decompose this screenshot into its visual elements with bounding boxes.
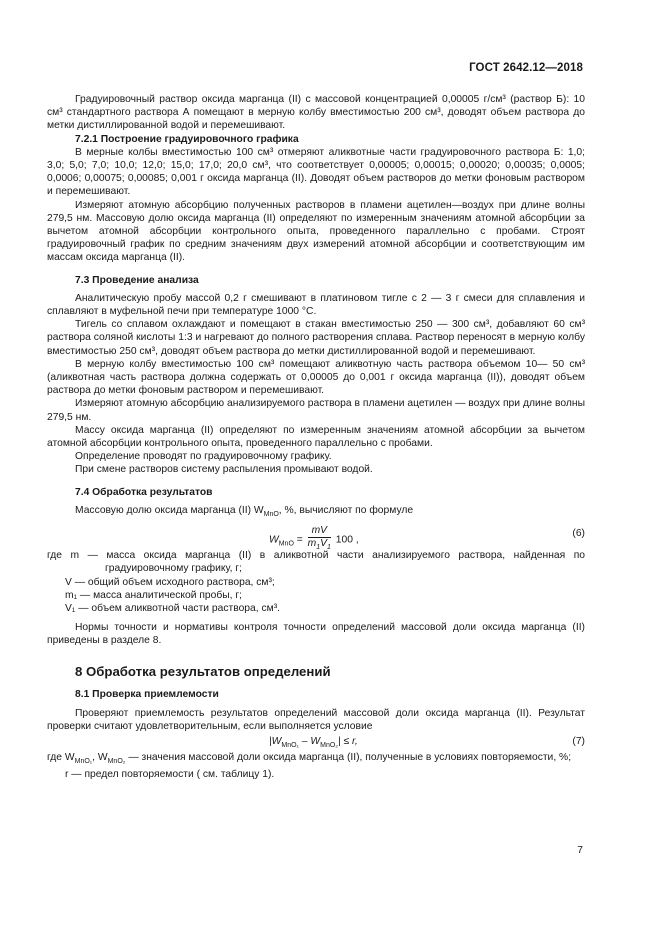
- definition: V — общий объем исходного раствора, см³;: [65, 576, 275, 588]
- formula-6: $W_{MnO}$ = $\frac{mV}{m_1V_1}$ 100 , (6): [47, 521, 585, 549]
- subsection-heading-7-4: 7.4 Обработка результатов: [75, 486, 213, 498]
- definition: где m — масса оксида марганца (II) в аликвотной части анализируемого раствора, найденная по градуировочному графику, г;: [47, 550, 585, 575]
- paragraph: При смене растворов систему распыления промывают водой.: [75, 464, 373, 476]
- definition: r — предел повторяемости ( см. таблицу 1).: [65, 769, 275, 781]
- definition: V₁ — объем аликвотной части раствора, см³.: [65, 602, 280, 614]
- formula-number: (7): [572, 736, 585, 748]
- paragraph: Нормы точности и нормативы контроля точности определений массовой доли оксида марганца (II) приведены в разделе 8.: [47, 622, 585, 647]
- paragraph: В мерные колбы вместимостью 100 см³ отмеряют аликвотные части градуировочного раствора Б: 1,0; 3,0; 5,0; 7,0; 10,0; 12,0; 15,0; 17,0; 20,0 см³, что соответствует 0,00005; 0,00015; 0,00020; 0,00035; 0,0005; 0,0006; 0,00075; 0,00085; 0,001 г оксида марганца (II). Доводят объем растворов до метки фоновым раствором и перемешивают.: [47, 146, 585, 198]
- paragraph: Измеряют атомную абсорбцию анализируемого раствора в пламени ацетилен — воздух при длине волны 279,5 нм.: [47, 398, 585, 423]
- subsection-heading-7-2-1: 7.2.1 Построение градуировочного графика: [75, 133, 299, 145]
- paragraph: Измеряют атомную абсорбцию полученных растворов в пламени ацетилен—воздух при длине волны 279,5 нм. Массовую долю оксида марганца (II) определяют по измеренным значениям атомной абсорбции за вычетом атомной абсорбции контрольного опыта, проведенного параллельно с пробами. Строят градуировочный график по средним значениям двух измерений атомной абсорбции и соответствующим им массам оксида марганца (II).: [47, 199, 585, 264]
- document-code: ГОСТ 2642.12—2018: [469, 62, 583, 74]
- paragraph: Определение проводят по градуировочному графику.: [75, 451, 332, 463]
- paragraph: Градуировочный раствор оксида марганца (II) с массовой концентрацией 0,00005 г/см³ (раствор Б): 10 см³ стандартного раствора А помещают в мерную колбу вместимостью 200 см³, доводят объем раствора до метки дистиллированной водой и перемешивают.: [47, 94, 585, 132]
- paragraph: Тигель со сплавом охлаждают и помещают в стакан вместимостью 250 — 300 см³, добавляют 60 см³ раствора соляной кислоты 1:3 и нагревают до полного растворения сплава. Раствор переносят в мерную колбу вместимостью 250 см³, доводят объем раствора до метки дистиллированной водой и перемешивают.: [47, 319, 585, 357]
- formula-number: (6): [572, 528, 585, 540]
- paragraph: В мерную колбу вместимостью 100 см³ помещают аликвотную часть раствора объемом 10— 50 см³ (аликвотная часть раствора должна содержать от 0,00005 до 0,001 г оксида марганца (II)), доводят объем раствора до метки фоновым раствором и перемешивают.: [47, 358, 585, 397]
- subsection-heading-8-1: 8.1 Проверка приемлемости: [75, 688, 219, 700]
- subsection-heading-7-3: 7.3 Проведение анализа: [75, 274, 199, 286]
- page-number: 7: [577, 845, 583, 856]
- paragraph: Аналитическую пробу массой 0,2 г смешивают в платиновом тигле с 2 — 3 г смеси для сплавления и сплавляют в муфельной печи при температуре 1000 °С.: [47, 292, 585, 318]
- paragraph: Проверяют приемлемость результатов определений массовой доли оксида марганца (II). Результат проверки считают удовлетворительным, если выполняется условие: [47, 707, 585, 732]
- document-body: [47, 93, 585, 782]
- fraction: $\frac{mV}{m_1V_1}$: [307, 525, 331, 552]
- formula-7: $|W_{MnO_1} - W_{MnO_2}| \le r$, (7): [269, 736, 585, 750]
- definition: m₁ — масса аналитической пробы, г;: [65, 589, 242, 601]
- definition: где $W_{MnO_1}$, $W_{MnO_2}$ — значения массовой доли оксида марганца (II), полученные в условиях повторяемости, %;: [47, 752, 572, 766]
- paragraph: Массовую долю оксида марганца (II) $W_{MnO}$, %, вычисляют по формуле: [75, 504, 414, 518]
- section-heading-8: 8 Обработка результатов определений: [75, 663, 331, 679]
- paragraph: Массу оксида марганца (II) определяют по измеренным значениям атомной абсорбции за вычетом атомной абсорбции контрольного опыта, проведенного параллельно с пробами.: [47, 424, 585, 450]
